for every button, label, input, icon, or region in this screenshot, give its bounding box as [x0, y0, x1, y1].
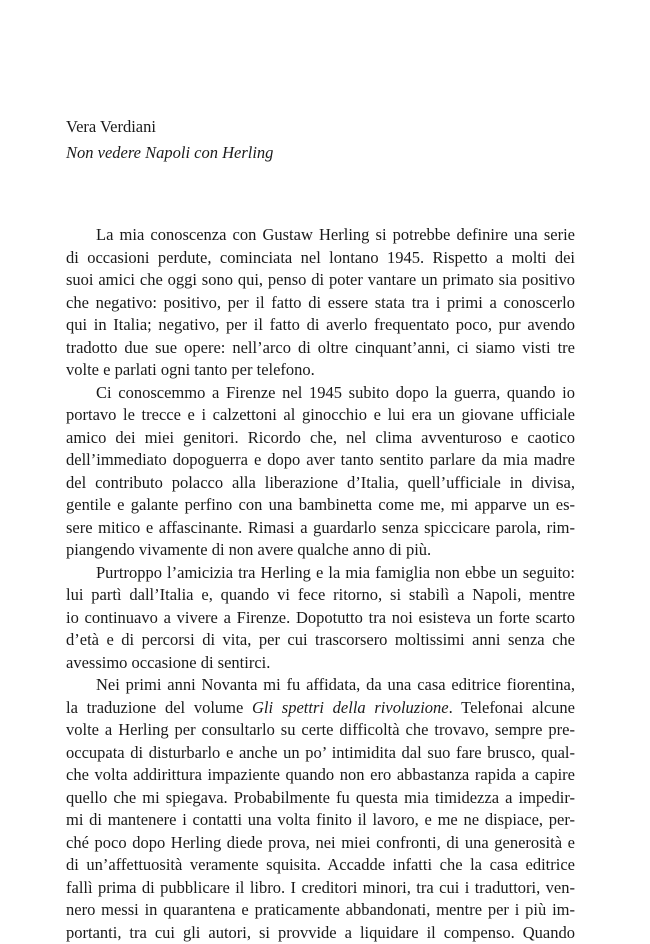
- text-line: La mia conoscenza con Gustaw Herling si potrebbe definire una serie: [66, 224, 575, 247]
- text-line: di occasioni perdute, cominciata nel lontano 1945. Rispetto a molti dei: [66, 247, 575, 270]
- text-line: Nei primi anni Novanta mi fu affidata, da una casa editrice fiorentina,: [66, 674, 575, 697]
- text-line: Purtroppo l’amicizia tra Herling e la mia famiglia non ebbe un seguito:: [66, 562, 575, 585]
- text-fragment: la traduzione del volume: [66, 698, 252, 717]
- text-line: ché poco dopo Herling diede prova, nei miei confronti, di una generosità e: [66, 832, 575, 855]
- text-line: mi di mantenere i contatti una volta finito il lavoro, e me ne dispiace, per-: [66, 809, 575, 832]
- text-line: suoi amici che oggi sono qui, penso di poter vantare un primato sia positivo: [66, 269, 575, 292]
- text-line: gentile e galante perfino con una bambinetta come me, mi apparve un es-: [66, 494, 575, 517]
- text-line: io continuavo a vivere a Firenze. Dopotutto tra noi esisteva un forte scarto: [66, 607, 575, 630]
- essay-header: [66, 114, 586, 166]
- text-line: qui in Italia; negativo, per il fatto di averlo frequentato poco, pur avendo: [66, 314, 575, 337]
- text-line: volte e parlati ogni tanto per telefono.: [66, 359, 575, 382]
- text-line-with-title: [66, 697, 575, 720]
- text-line: lui partì dall’Italia e, quando vi fece ritorno, si stabilì a Napoli, mentre: [66, 584, 575, 607]
- text-line: amico dei miei genitori. Ricordo che, nel clima avventuroso e caotico: [66, 427, 575, 450]
- text-line: dell’immediato dopoguerra e dopo aver tanto sentito parlare da mia madre: [66, 449, 575, 472]
- text-line: volte a Herling per consultarlo su certe difficoltà che trovavo, sempre pre-: [66, 719, 575, 742]
- author-name: Vera Verdiani: [66, 114, 586, 140]
- text-line: portavo le trecce e i calzettoni al ginocchio e lui era un giovane ufficiale: [66, 404, 575, 427]
- text-line: piangendo vivamente di non avere qualche anno di più.: [66, 539, 575, 562]
- essay-title: Non vedere Napoli con Herling: [66, 140, 586, 166]
- essay-body: [66, 224, 575, 944]
- text-line: portanti, tra cui gli autori, si provvide a liquidare il compenso. Quando: [66, 922, 575, 944]
- text-line: che volta addirittura impaziente quando non ero abbastanza rapida a capire: [66, 764, 575, 787]
- text-line: fallì prima di pubblicare il libro. I creditori minori, tra cui i traduttori, ven-: [66, 877, 575, 900]
- text-line: di un’affettuosità veramente squisita. Accadde infatti che la casa editrice: [66, 854, 575, 877]
- text-line: nero messi in quarantena e praticamente abbandonati, mentre per i più im-: [66, 899, 575, 922]
- paragraph-4: [66, 674, 575, 944]
- text-line: tradotto due sue opere: nell’arco di oltre cinquant’anni, ci siamo visti tre: [66, 337, 575, 360]
- paragraph-1: [66, 224, 575, 382]
- text-line: quello che mi spiegava. Probabilmente fu questa mia timidezza a impedir-: [66, 787, 575, 810]
- book-title: Gli spettri della rivoluzione: [252, 698, 449, 717]
- text-fragment: . Telefonai alcune: [449, 698, 575, 717]
- text-line: che negativo: positivo, per il fatto di essere stata tra i primi a conoscerlo: [66, 292, 575, 315]
- paragraph-2: [66, 382, 575, 562]
- text-line: Ci conoscemmo a Firenze nel 1945 subito dopo la guerra, quando io: [66, 382, 575, 405]
- text-line: occupata di disturbarlo e anche un po’ intimidita dal suo fare brusco, qual-: [66, 742, 575, 765]
- text-line: del contributo polacco alla liberazione d’Italia, quell’ufficiale in divisa,: [66, 472, 575, 495]
- text-line: d’età e di percorsi di vita, per cui trascorsero moltissimi anni senza che: [66, 629, 575, 652]
- paragraph-3: [66, 562, 575, 675]
- text-line: sere mitico e affascinante. Rimasi a guardarlo senza spiccicare parola, rim-: [66, 517, 575, 540]
- text-line: avessimo occasione di sentirci.: [66, 652, 575, 675]
